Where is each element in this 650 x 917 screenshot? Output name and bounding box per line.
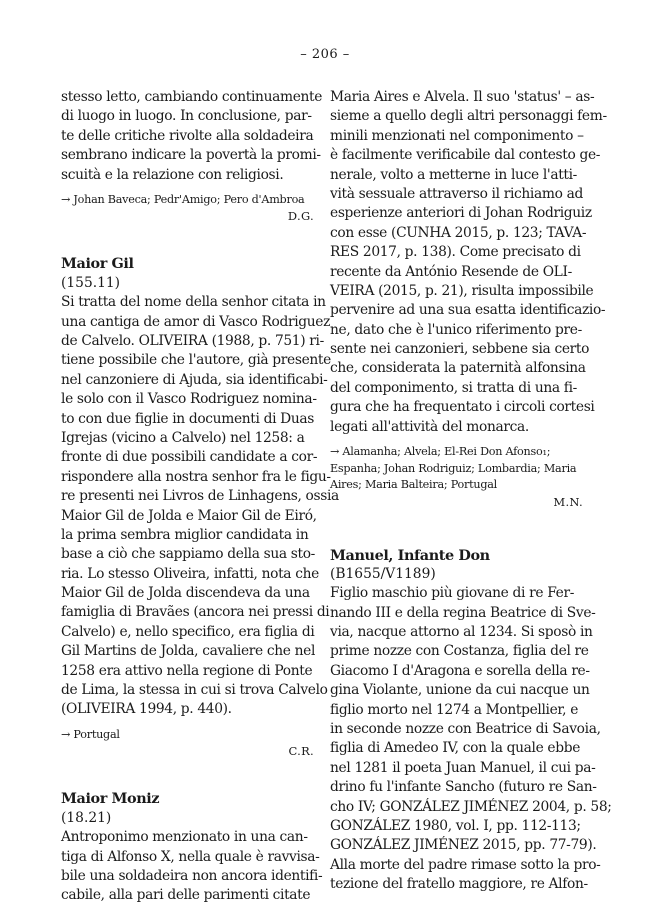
cross-reference: Aires; Maria Balteira; Portugal: [330, 478, 497, 492]
text-line: nel canzoniere di Ajuda, sia identificabi-: [61, 371, 328, 388]
text-line: ne, dato che è l'unico riferimento pre-: [330, 321, 582, 338]
text-line: sieme a quello degli altri personaggi fem-: [330, 108, 607, 125]
text-line: 1258 era attivo nella regione di Ponte: [61, 662, 313, 679]
text-line: stesso letto, cambiando continuamente: [61, 89, 323, 105]
cross-reference: → Portugal: [61, 727, 120, 741]
text-line: Calvelo) e, nello specifico, era figlia di: [61, 623, 315, 640]
entry-reference: (155.11): [61, 274, 121, 291]
text-line: esperienze anteriori di Johan Rodriguiz: [330, 205, 592, 222]
text-line: vità sessuale attraverso il richiamo ad: [330, 185, 583, 202]
text-line: Giacomo I d'Aragona e sorella della re-: [330, 662, 590, 679]
continuation-entry: [330, 88, 607, 510]
text-line: famiglia di Bravães (ancora nei pressi di: [61, 604, 330, 621]
continuation-entry: [61, 88, 323, 224]
text-line: fronte di due possibili candidate a cor-: [61, 449, 318, 466]
text-line: Alla morte del padre rimase sotto la pro-: [330, 856, 601, 873]
text-line: GONZÁLEZ 1980, vol. I, pp. 112-113;: [330, 818, 581, 834]
text-line: Gil Martins de Jolda, cavaliere che nel: [61, 643, 316, 660]
text-line: Maria Aires e Alvela. Il suo 'status' – as-: [330, 89, 595, 105]
right-column: [330, 88, 612, 895]
author-signature: M.N.: [553, 494, 583, 509]
text-line: te delle critiche rivolte alla soldadeira: [61, 127, 314, 144]
text-line: via, nacque attorno al 1234. Si sposò in: [330, 624, 593, 641]
text-line: nerale, volto a metterne in luce l'atti-: [330, 166, 577, 183]
entry-maior-gil: [61, 254, 339, 759]
entry-reference: (18.21): [61, 809, 112, 826]
entry-reference: (B1655/V1189): [330, 565, 436, 582]
text-line: recente da António Resende de OLI-: [330, 263, 572, 280]
text-line: de Lima, la stessa in cui si trova Calvelo: [61, 682, 328, 699]
entry-manuel-infante-don: [330, 546, 612, 895]
text-line: Antroponimo menzionato in una can-: [61, 829, 308, 846]
entry-maior-moniz: [61, 789, 323, 905]
text-line: re presenti nei Livros de Linhagens, ossia: [61, 488, 339, 505]
text-line: che, considerata la paternità alfonsina: [330, 360, 586, 377]
text-line: cho IV; GONZÁLEZ JIMÉNEZ 2004, p. 58;: [330, 798, 612, 815]
text-line: tiga di Alfonso X, nella quale è ravvisa-: [61, 848, 320, 865]
author-signature: C.R.: [288, 744, 314, 759]
text-line: sente nei canzonieri, sebbene sia certo: [330, 341, 590, 358]
text-line: Si tratta del nome della senhor citata in: [61, 294, 326, 311]
text-line: nel 1281 il poeta Juan Manuel, il cui pa-: [330, 759, 596, 776]
text-line: cabile, alla pari delle parimenti citate: [61, 887, 311, 904]
text-line: la prima sembra miglior candidata in: [61, 526, 309, 543]
text-line: Maior Gil de Jolda e Maior Gil de Eiró,: [61, 507, 317, 524]
text-line: nando III e della regina Beatrice di Sve-: [330, 604, 596, 621]
text-line: Figlio maschio più giovane di re Fer-: [330, 585, 575, 602]
text-line: minili menzionati nel componimento –: [330, 127, 584, 144]
text-line: gina Violante, unione da cui nacque un: [330, 682, 590, 699]
text-line: rispondere alla nostra senhor fra le figu-: [61, 468, 331, 485]
text-line: tiene possibile che l'autore, già presente: [61, 352, 331, 369]
text-line: Igrejas (vicino a Calvelo) nel 1258: a: [61, 429, 305, 446]
cross-reference: Espanha; Johan Rodriguiz; Lombardia; Maria: [330, 461, 577, 475]
text-line: una cantiga de amor di Vasco Rodriguez: [61, 313, 331, 330]
text-line: di luogo in luogo. In conclusione, par-: [61, 108, 312, 125]
text-line: sembrano indicare la povertà la promi-: [61, 147, 321, 164]
entry-title: Maior Gil: [61, 255, 134, 273]
text-line: ria. Lo stesso Oliveira, infatti, nota che: [61, 565, 319, 582]
text-line: le solo con il Vasco Rodriguez nomina-: [61, 391, 317, 408]
left-column: [61, 88, 339, 906]
text-line: prime nozze con Costanza, figlia del re: [330, 643, 589, 660]
page-number: – 206 –: [300, 47, 350, 62]
text-line: gura che ha frequentato i circoli cortesi: [330, 399, 595, 416]
text-line: del componimento, si tratta di una fi-: [330, 379, 577, 396]
text-line: con esse (CUNHA 2015, p. 123; TAVA-: [330, 224, 587, 241]
text-line: (OLIVEIRA 1994, p. 440).: [61, 701, 232, 718]
author-signature: D.G.: [287, 209, 314, 224]
text-line: GONZÁLEZ JIMÉNEZ 2015, pp. 77-79).: [330, 837, 597, 854]
text-line: figlio morto nel 1274 a Montpellier, e: [330, 701, 579, 718]
text-line: pervenire ad una sua esatta identificazio-: [330, 302, 606, 319]
text-line: Maior Gil de Jolda discendeva da una: [61, 585, 310, 602]
text-line: de Calvelo. OLIVEIRA (1988, p. 751) ri-: [61, 333, 324, 350]
entry-title: Maior Moniz: [61, 790, 160, 808]
entry-title: Manuel, Infante Don: [330, 546, 490, 564]
text-line: base a ciò che sappiamo della sua sto-: [61, 546, 315, 563]
text-line: legati all'attività del monarca.: [330, 418, 529, 435]
text-line: to con due figlie in documenti di Duas: [61, 410, 315, 427]
text-line: è facilmente verificabile dal contesto ge-: [330, 147, 601, 164]
text-line: figlia di Amedeo IV, con la quale ebbe: [330, 740, 581, 757]
text-line: drino fu l'infante Sancho (futuro re San-: [330, 779, 597, 796]
text-line: RES 2017, p. 138). Come precisato di: [330, 244, 581, 261]
cross-reference: → Johan Baveca; Pedr'Amigo; Pero d'Ambroa: [61, 192, 305, 206]
text-line: tezione del fratello maggiore, re Alfon-: [330, 876, 588, 893]
text-line: scuità e la relazione con religiosi.: [61, 166, 284, 183]
cross-reference: → Alamanha; Alvela; El-Rei Don Afonso₁;: [330, 445, 551, 459]
text-line: in seconde nozze con Beatrice di Savoia,: [330, 721, 601, 738]
text-line: VEIRA (2015, p. 21), risulta impossibile: [330, 282, 594, 299]
text-line: bile una soldadeira non ancora identifi-: [61, 867, 323, 884]
